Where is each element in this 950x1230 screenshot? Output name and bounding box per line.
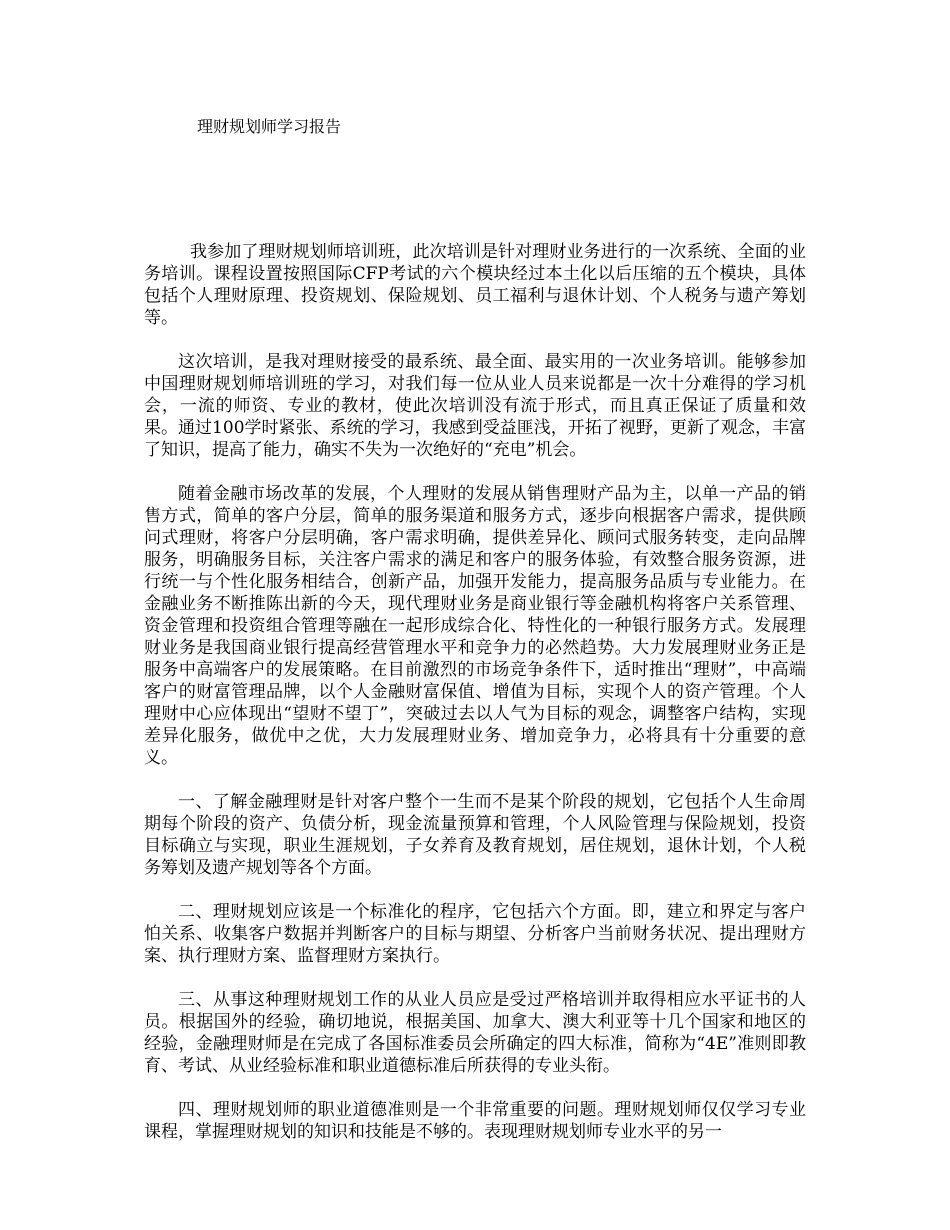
paragraph-market-development: 随着金融市场改革的发展，个人理财的发展从销售理财产品为主，以单一产品的销售方式，简单的客户分层，简单的服务渠道和服务方式，逐步向根据客户需求，提供顾问式理财，将客户分层明确，客户需求明确，提供差异化、顾问式服务转变，走向品牌服务，明确服务目标，关注客户需求的满足和客户的服务体验，有效整合服务资源，进行统一与个性化服务相结合，创新产品，加强开发能力，提高服务品质与专业能力。在金融业务不断推陈出新的今天，现代理财业务是商业银行等金融机构将客户关系管理、资金管理和投资组合管理等融在一起形成综合化、特性化的一种银行服务方式。发展理财业务是我国商业银行提高经营管理水平和竞争力的必然趋势。大力发展理财业务正是服务中高端客户的发展策略。在目前激烈的市场竞争条件下，适时推出“理财”，中高端客户的财富管理品牌，以个人金融财富保值、增值为目标，实现个人的资产管理。个人理财中心应体现出“望财不望丁”，突破过去以人气为目标的观念，调整客户结构，实现差异化服务，做优中之优，大力发展理财业务、增加竞争力，必将具有十分重要的意义。 [144,484,806,768]
paragraph-point-one: 一、了解金融理财是针对客户整个一生而不是某个阶段的规划，它包括个人生命周期每个阶段的资产、负债分析，现金流量预算和管理，个人风险管理与保险规划，投资目标确立与实现，职业生涯规划，子女养育及教育规划，居住规划，退休计划，个人税务筹划及遗产规划等各个方面。 [144,792,806,878]
document-title: 理财规划师学习报告 [197,117,342,136]
paragraph-intro: 我参加了理财规划师培训班，此次培训是针对理财业务进行的一次系统、全面的业务培训。课程设置按照国际CFP考试的六个模块经过本土化以后压缩的五个模块，具体包括个人理财原理、投资规划、保险规划、员工福利与退休计划、个人税务与遗产筹划等。 [144,242,806,328]
paragraph-training: 这次培训，是我对理财接受的最系统、最全面、最实用的一次业务培训。能够参加中国理财规划师培训班的学习，对我们每一位从业人员来说都是一次十分难得的学习机会，一流的师资、专业的教材，使此次培训没有流于形式，而且真正保证了质量和效果。通过100学时紧张、系统的学习，我感到受益匪浅，开拓了视野，更新了观念，丰富了知识，提高了能力，确实不失为一次绝好的“充电”机会。 [144,352,806,460]
paragraph-point-two: 二、理财规划应该是一个标准化的程序，它包括六个方面。即，建立和界定与客户怕关系、收集客户数据并判断客户的目标与期望、分析客户当前财务状况、提出理财方案、执行理财方案、监督理财方案执行。 [144,902,806,966]
document-body [144,241,806,1165]
paragraph-point-three: 三、从事这种理财规划工作的从业人员应是受过严格培训并取得相应水平证书的人员。根据国外的经验，确切地说，根据美国、加拿大、澳大利亚等十几个国家和地区的经验，金融理财师是在完成了各国标准委员会所确定的四大标准，简称为“4E”准则即教育、考试、从业经验标准和职业道德标准后所获得的专业头衔。 [144,990,806,1076]
paragraph-point-four: 四、理财规划师的职业道德准则是一个非常重要的问题。理财规划师仅仅学习专业课程，掌握理财规划的知识和技能是不够的。表现理财规划师专业水平的另一 [144,1100,806,1142]
